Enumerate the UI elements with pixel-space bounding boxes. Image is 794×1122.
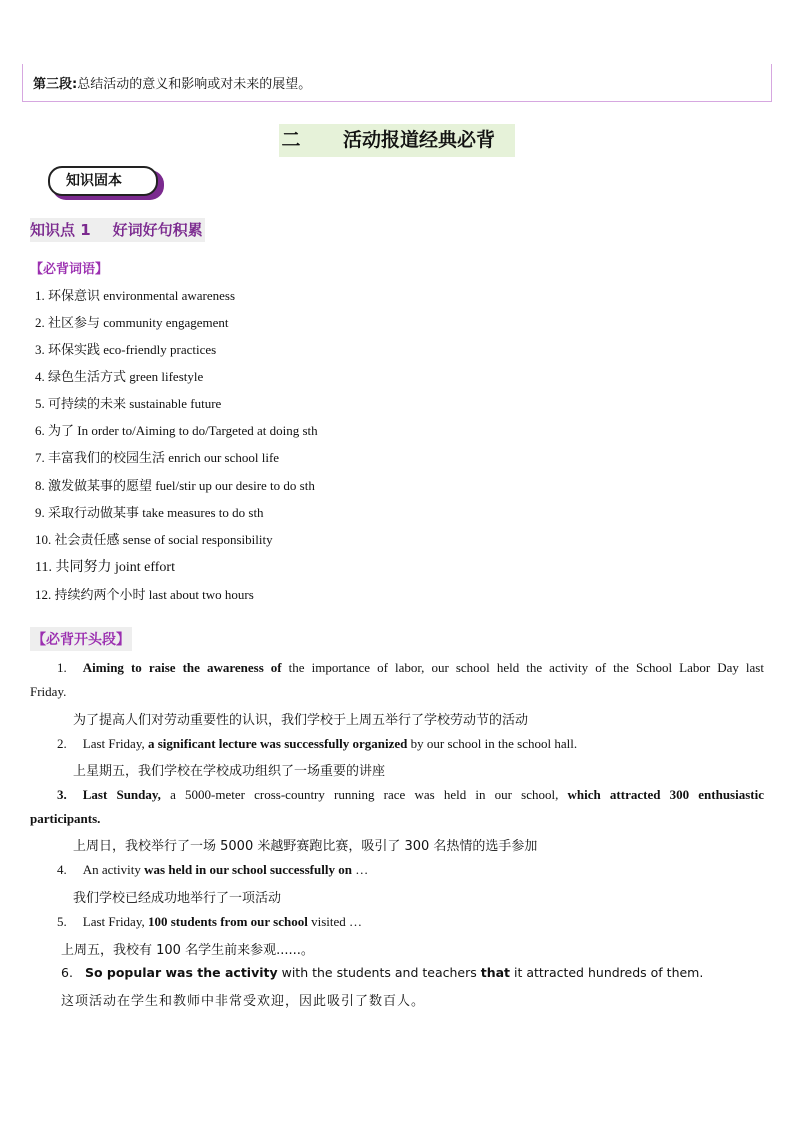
summary-content: 总结活动的意义和影响或对未来的展望。 bbox=[77, 77, 312, 92]
opening-3-line-2: participants. bbox=[30, 811, 101, 826]
opening-number: 3. bbox=[57, 787, 67, 802]
opening-bold: which attracted 300 enthusiastic bbox=[567, 787, 764, 802]
opening-bold: a significant lecture was successfully organized bbox=[147, 736, 408, 751]
vocab-item: 11. 共同努力 joint effort bbox=[35, 560, 175, 575]
vocab-item: 2. 社区参与 community engagement bbox=[35, 315, 229, 330]
opening-text: the importance of labor, our school held the activity of the School Labor Day last bbox=[281, 660, 764, 675]
vocab-item: 5. 可持续的未来 sustainable future bbox=[35, 396, 222, 411]
vocab-item: 10. 社会责任感 sense of social responsibility bbox=[35, 532, 273, 547]
vocab-item: 1. 环保意识 environmental awareness bbox=[35, 288, 236, 303]
summary-text bbox=[33, 73, 311, 92]
vocab-item: 4. 绿色生活方式 green lifestyle bbox=[35, 369, 204, 384]
opening-text: visited … bbox=[307, 914, 363, 929]
opening-header: 【必背开头段】 bbox=[30, 627, 132, 651]
vocab-item: 12. 持续约两个小时 last about two hours bbox=[35, 587, 254, 602]
opening-text: by our school in the school hall. bbox=[407, 736, 578, 751]
opening-text: An activity bbox=[82, 862, 145, 877]
vocab-item: 9. 采取行动做某事 take measures to do sth bbox=[35, 505, 264, 520]
section-number: 二 bbox=[281, 129, 301, 151]
vocab-item: 6. 为了 In order to/Aiming to do/Targeted at doing sth bbox=[35, 423, 318, 438]
opening-bold: Aiming to raise the awareness of bbox=[82, 660, 282, 675]
vocab-item: 3. 环保实践 eco-friendly practices bbox=[35, 342, 217, 357]
vocab-header: 【必背词语】 bbox=[30, 262, 109, 277]
opening-bold: that bbox=[480, 965, 511, 980]
knowledge-point-heading: 好词好句积累 bbox=[112, 221, 203, 239]
opening-number: 5. bbox=[57, 914, 67, 929]
opening-3-line-1 bbox=[30, 787, 764, 803]
opening-bold: Last Sunday, bbox=[82, 787, 161, 802]
opening-bold: 100 students from our school bbox=[147, 914, 308, 929]
vocab-item: 8. 激发做某事的愿望 fuel/stir up our desire to do sth bbox=[35, 478, 315, 493]
section-title bbox=[279, 124, 515, 157]
knowledge-point-label: 知识点 1 bbox=[30, 221, 91, 239]
opening-bold: was held in our school successfully on bbox=[144, 862, 352, 877]
opening-text: it attracted hundreds of them. bbox=[510, 965, 704, 980]
summary-label: 第三段: bbox=[33, 77, 78, 92]
opening-number: 1. bbox=[57, 660, 67, 675]
opening-text: Last Friday, bbox=[82, 914, 148, 929]
opening-6 bbox=[61, 965, 703, 980]
opening-4 bbox=[57, 862, 368, 878]
summary-box bbox=[22, 64, 772, 102]
opening-text: with the students and teachers bbox=[277, 965, 481, 980]
opening-1-line-1 bbox=[30, 660, 764, 676]
knowledge-badge bbox=[48, 164, 168, 204]
opening-text: … bbox=[351, 862, 369, 877]
knowledge-point-title bbox=[30, 218, 205, 242]
opening-text: a 5000-meter cross-country running race was held in our school, bbox=[160, 787, 568, 802]
opening-bold: So popular was the activity bbox=[84, 965, 278, 980]
opening-number: 6. bbox=[61, 965, 73, 980]
opening-5 bbox=[57, 914, 362, 930]
opening-4-translation: 我们学校已经成功地举行了一项活动 bbox=[73, 891, 282, 906]
badge-label: 知识固本 bbox=[48, 166, 158, 196]
opening-1-translation: 为了提高人们对劳动重要性的认识，我们学校于上周五举行了学校劳动节的活动 bbox=[73, 713, 529, 728]
section-heading: 活动报道经典必背 bbox=[343, 129, 496, 151]
opening-1-line-2: Friday. bbox=[30, 684, 67, 699]
opening-3-translation: 上周日，我校举行了一场 5000 米越野赛跑比赛，吸引了 300 名热情的选手参加 bbox=[73, 839, 538, 854]
opening-2 bbox=[57, 736, 577, 752]
opening-text: Last Friday, bbox=[82, 736, 148, 751]
opening-5-translation: 上周五，我校有 100 名学生前来参观......。 bbox=[61, 943, 314, 958]
opening-number: 2. bbox=[57, 736, 67, 751]
opening-number: 4. bbox=[57, 862, 67, 877]
opening-6-translation: 这项活动在学生和教师中非常受欢迎，因此吸引了数百人。 bbox=[61, 994, 426, 1009]
opening-2-translation: 上星期五，我们学校在学校成功组织了一场重要的讲座 bbox=[73, 764, 386, 779]
vocab-item: 7. 丰富我们的校园生活 enrich our school life bbox=[35, 450, 280, 465]
